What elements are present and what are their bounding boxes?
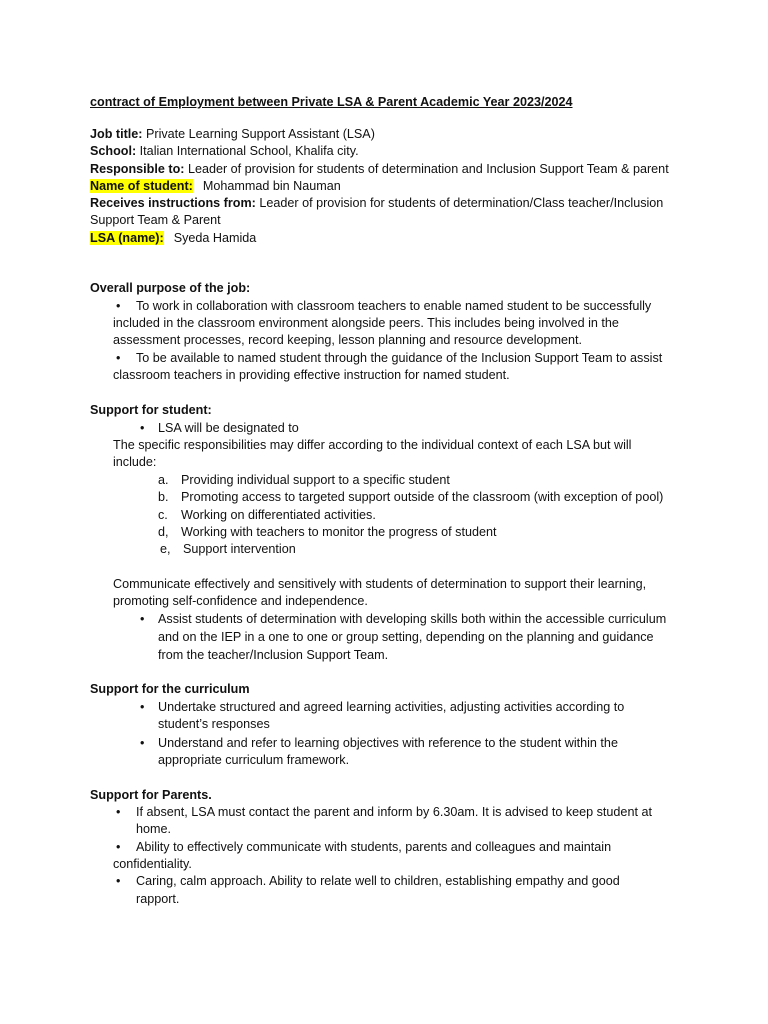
purpose-bullet-1-cont: included in the classroom environment alongside peers. This includes being involved in the [113,316,619,330]
instructions-label: Receives instructions from: [90,196,256,210]
parents-bullet-3: Caring, calm approach. Ability to relate well to children, establishing empathy and good [136,874,620,888]
parents-bullet-3-cont: rapport. [136,892,180,906]
responsible-value: Leader of provision for students of determination and Inclusion Support Team & parent [184,162,669,176]
parents-bullet-2: Ability to effectively communicate with students, parents and colleagues and maintain [136,840,612,854]
instructions-value-cont: Support Team & Parent [90,213,221,227]
list-item: Support intervention [183,542,296,556]
instructions-line [90,195,663,213]
list-item-marker: b. [158,490,169,504]
curriculum-heading: Support for the curriculum [90,682,250,696]
support-student-heading: Support for student: [90,403,212,417]
curriculum-bullet-2-cont: appropriate curriculum framework. [158,753,350,767]
school-value: Italian International School, Khalifa city. [136,144,359,158]
responsible-label: Responsible to: [90,162,185,176]
purpose-bullet-1: To work in collaboration with classroom teachers to enable named student to be successfully [136,299,652,313]
lsa-name: Syeda Hamida [173,231,257,245]
parents-bullet-2-cont: confidentiality. [113,857,192,871]
designated-bullet: LSA will be designated to [158,421,299,435]
communicate-paragraph: Communicate effectively and sensitively with students of determination to support their learning, [113,577,647,591]
list-item-marker: a. [158,473,169,487]
bullet-icon: • [116,805,121,819]
purpose-heading: Overall purpose of the job: [90,281,251,295]
lsa-line [90,230,256,248]
lsa-label: LSA (name): [90,231,164,245]
bullet-icon: • [140,612,145,626]
bullet-icon: • [140,700,145,714]
purpose-bullet-2-cont: classroom teachers in providing effective instruction for named student. [113,368,510,382]
school-line [90,143,359,161]
communicate-paragraph-cont: promoting self-confidence and independence. [113,594,368,608]
curriculum-bullet-1: Undertake structured and agreed learning activities, adjusting activities according to [158,700,625,714]
job-title-value: Private Learning Support Assistant (LSA) [142,127,375,141]
document-title: contract of Employment between Private LSA & Parent Academic Year 2023/2024 [90,95,573,109]
list-item: Promoting access to targeted support outside of the classroom (with exception of pool) [181,490,664,504]
bullet-icon: • [140,736,145,750]
list-item: Providing individual support to a specific student [181,473,450,487]
bullet-icon: • [116,874,121,888]
assist-bullet-cont: from the teacher/Inclusion Support Team. [158,648,389,662]
bullet-icon: • [116,840,121,854]
assist-bullet: Assist students of determination with developing skills both within the accessible curriculum [158,612,667,626]
purpose-bullet-2: To be available to named student through the guidance of the Inclusion Support Team to assist [136,351,663,365]
list-item-marker: d, [158,525,169,539]
curriculum-bullet-2: Understand and refer to learning objectives with reference to the student within the [158,736,618,750]
purpose-bullet-1-cont: assessment processes, record keeping, lesson planning and resource development. [113,333,583,347]
responsibilities-intro: The specific responsibilities may differ according to the individual context of each LSA but will [113,438,632,452]
responsibilities-intro-cont: include: [113,455,157,469]
bullet-icon: • [116,299,121,313]
student-line [90,178,341,196]
student-label: Name of student: [90,179,193,193]
list-item-marker: c. [158,508,168,522]
parents-bullet-1: If absent, LSA must contact the parent and inform by 6.30am. It is advised to keep student at [136,805,652,819]
list-item: Working on differentiated activities. [181,508,376,522]
list-item-marker: e, [160,542,171,556]
bullet-icon: • [116,351,121,365]
job-title-label: Job title: [90,127,143,141]
instructions-value: Leader of provision for students of determination/Class teacher/Inclusion [255,196,664,210]
job-title-line [90,126,375,144]
school-label: School: [90,144,137,158]
curriculum-bullet-1-cont: student’s responses [158,717,270,731]
student-name: Mohammad bin Nauman [202,179,341,193]
responsible-line [90,161,669,179]
assist-bullet-cont: and on the IEP in a one to one or group setting, depending on the planning and guidance [158,630,654,644]
list-item: Working with teachers to monitor the progress of student [181,525,497,539]
parents-heading: Support for Parents. [90,788,212,802]
parents-bullet-1-cont: home. [136,822,172,836]
bullet-icon: • [140,421,145,435]
